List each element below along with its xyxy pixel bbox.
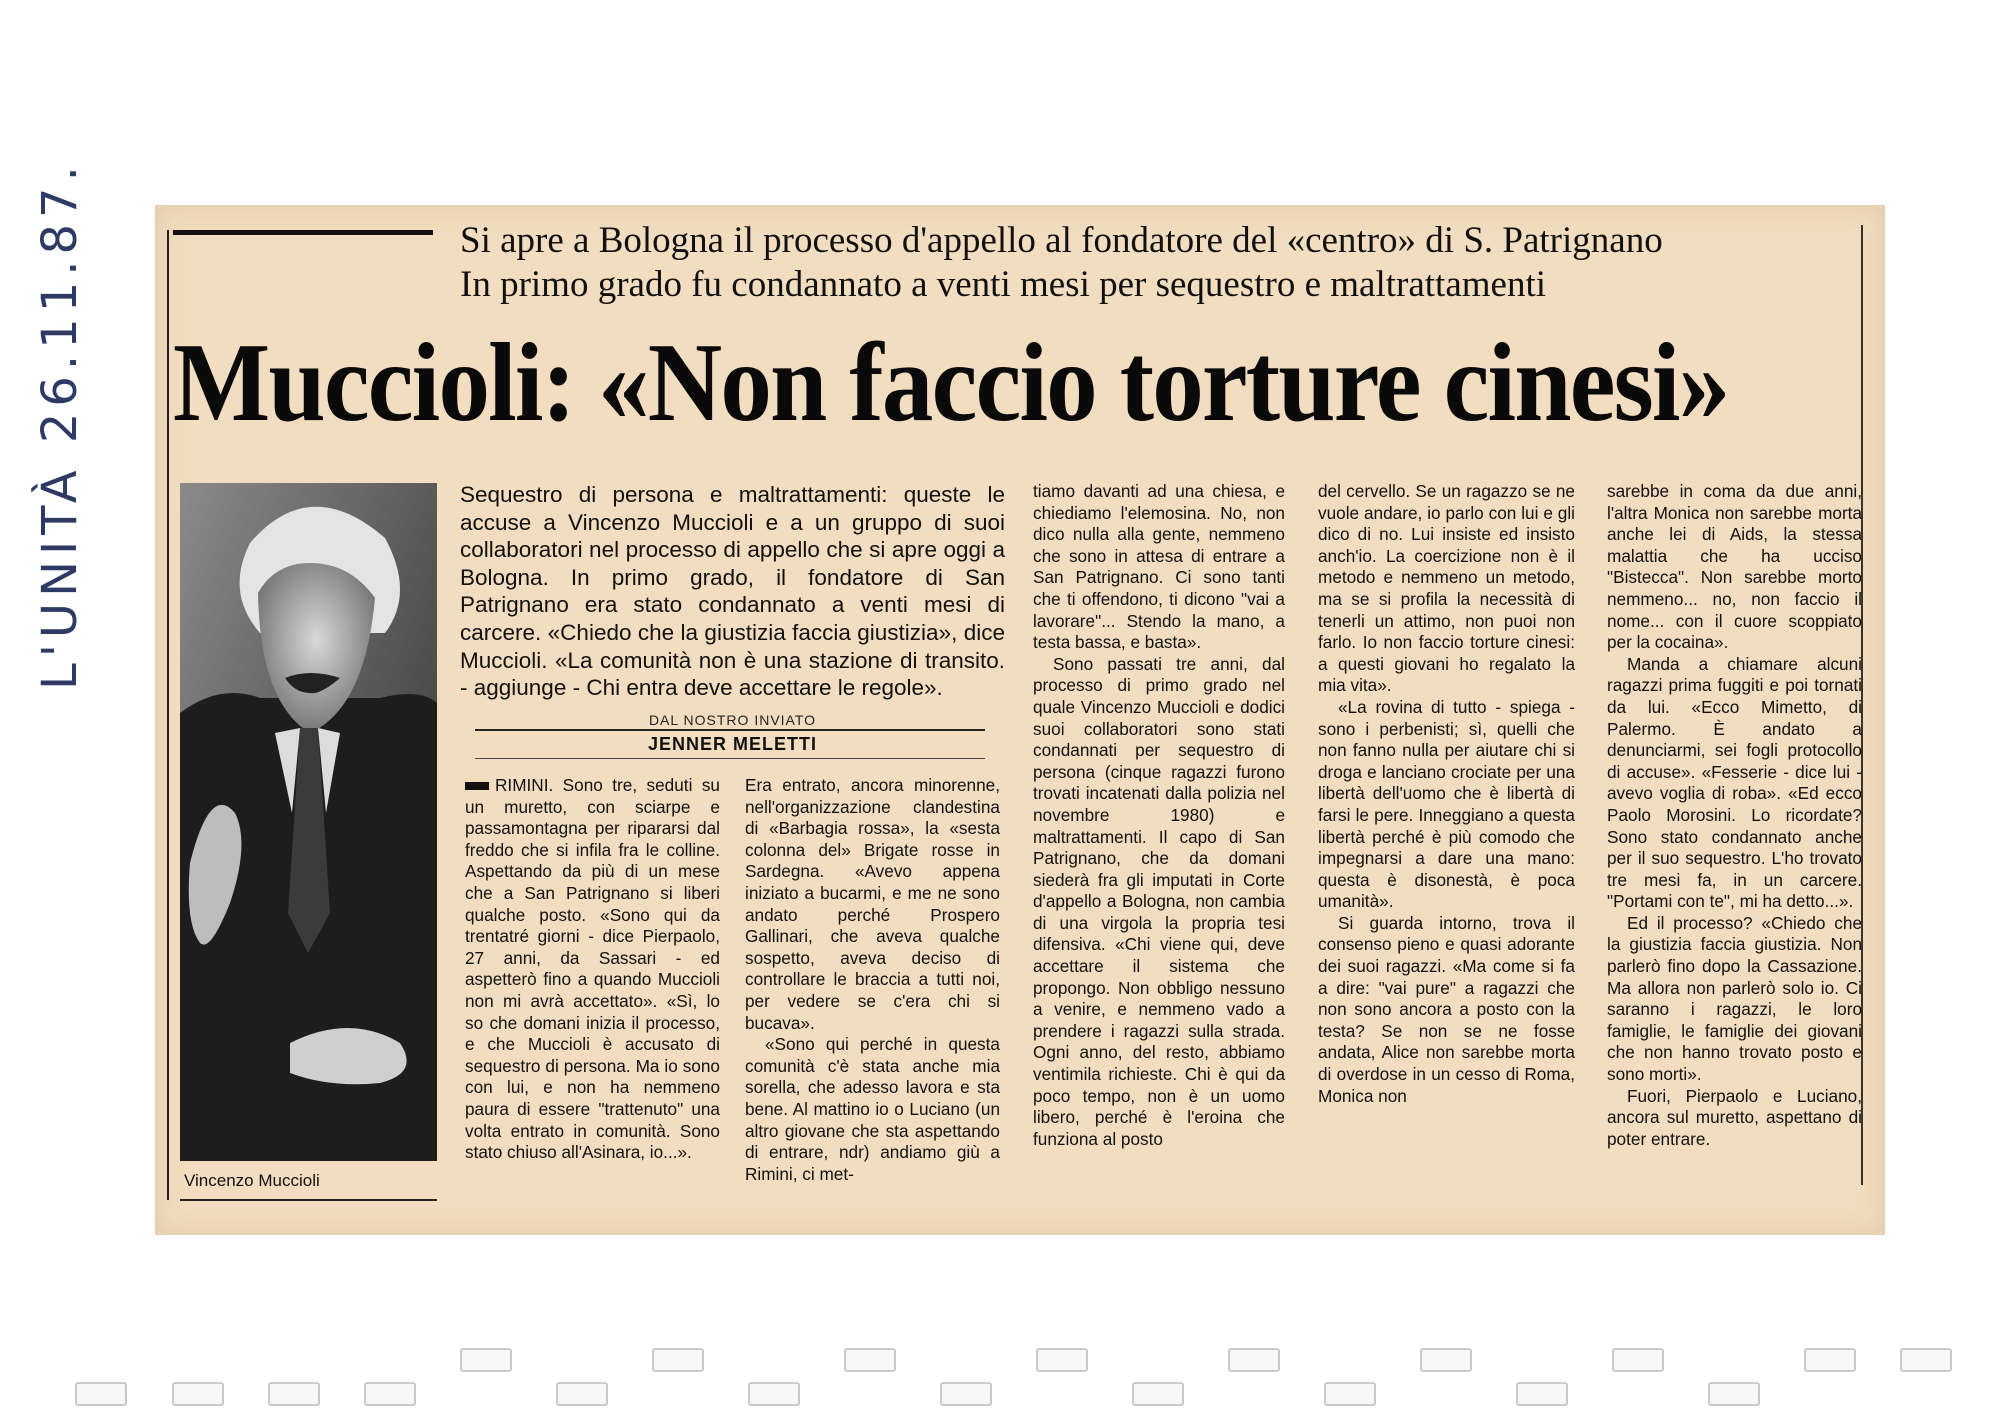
binder-tab <box>652 1348 704 1372</box>
article-column-4 <box>1318 481 1575 1107</box>
binder-tab <box>556 1382 608 1406</box>
column-1-text: RIMINI. Sono tre, seduti su un muretto, con sciarpe e passamontagna per ripararsi dal freddo che si infila fra le colline. Aspettando da più di un mese che a San Patrignano si liberi qualche posto. «Sono qui da trentatré giorni - dice Pierpaolo, 27 anni, da Sassari - ed aspetterò fino a quando Muccioli non mi avrà accettato». «Sì, lo so che domani inizia il processo, e che Muccioli è accusato di sequestro di persona. Ma io sono con lui, e non ha nemmeno paura di essere "trattenuto" una volta entrato in comunità. Sono stato chiuso all'Asinara, io...». <box>465 775 720 1163</box>
left-border-rule <box>167 230 169 1200</box>
handwritten-date-note: L'UNITÀ 26.11.87. <box>32 160 88 690</box>
binder-tab <box>172 1382 224 1406</box>
binder-tab <box>1612 1348 1664 1372</box>
binder-tab <box>268 1382 320 1406</box>
column-4-paragraph-1: del cervello. Se un ragazzo se ne vuole andare, io parlo con lui e gli dico di no. Lui insiste ed insisto anch'io. La coercizione non è il metodo e nemmeno un metodo, ma se si profila la necessità di tenerli un attimo, non puoi non farlo. Io non faccio torture cinesi: a questi giovani ho regalato la mia vita». <box>1318 481 1575 696</box>
photo-caption: Vincenzo Muccioli <box>180 1161 437 1201</box>
binder-tab <box>748 1382 800 1406</box>
column-5-paragraph-3: Ed il processo? «Chiedo che la giustizia faccia giustizia. Non parlerò fino dopo la Cassazione. Ma allora non parlerò solo io. Ci saranno i ragazzi, le loro famiglie, le famiglie dei giovani che non hanno trovato posto e sono morti». <box>1607 912 1862 1085</box>
byline-author: JENNER MELETTI <box>647 734 817 754</box>
subheadline-line-1: Si apre a Bologna il processo d'appello al fondatore del «centro» di S. Patrignano <box>460 220 1663 261</box>
article-column-1 <box>465 775 720 1164</box>
binder-tab <box>1132 1382 1184 1406</box>
column-2-paragraph-2: «Sono qui perché in questa comunità c'è stata anche mia sorella, che adesso lavora e sta bene. Al mattino io o Luciano (un altro giovane che sta aspettando di entrare, ndr) andiamo giù a Rimini, ci met- <box>745 1034 1000 1184</box>
lead-paragraph: Sequestro di persona e maltrattamenti: queste le accuse a Vincenzo Muccioli e a un gruppo di suoi collaboratori nel processo di appello che si apre oggi a Bologna. In primo grado, il fondatore di San Patrignano era stato condannato a venti mesi di carcere. «Chiedo che la giustizia faccia giustizia», dice Muccioli. «La comunità non è una stazione di transito. - aggiunge - Chi entra deve accettare le regole». <box>460 482 1005 701</box>
article-column-3 <box>1033 481 1285 1150</box>
binder-tab <box>1708 1382 1760 1406</box>
binder-tab <box>940 1382 992 1406</box>
binder-tab <box>1900 1348 1952 1372</box>
column-5-paragraph-1: sarebbe in coma da due anni, l'altra Monica non sarebbe morta anche lei di Aids, la stessa malattia che ha ucciso "Bistecca". Non sarebbe morto nemmeno... no, non faccio il nome... con il cuore scoppiato per la cocaina». <box>1607 481 1862 653</box>
binder-tab <box>1036 1348 1088 1372</box>
byline-label: DAL NOSTRO INVIATO <box>648 712 817 728</box>
dateline-square-icon <box>465 782 489 790</box>
binder-tab <box>75 1382 127 1406</box>
column-3-paragraph-1: tiamo davanti ad una chiesa, e chiediamo l'elemosina. No, non dico nulla alla gente, nemmeno che sono in attesa di entrare a San Patrignano. Ci sono tanti che ti offendono, ti dicono "vai a lavorare"... Stendo la mano, a testa bassa, e basta». <box>1033 481 1285 653</box>
binder-tab <box>460 1348 512 1372</box>
article-column-5 <box>1607 481 1862 1150</box>
binder-tab <box>1324 1382 1376 1406</box>
binder-tab <box>1804 1348 1856 1372</box>
article-column-2 <box>745 775 1000 1185</box>
binder-tab <box>1516 1382 1568 1406</box>
column-2-paragraph-1: Era entrato, ancora minorenne, nell'organizzazione clandestina di «Barbagia rossa», la «sesta colonna del» Brigate rosse in Sardegna. «Avevo appena iniziato a bucarmi, e me ne sono andato perché Prospero Gallinari, che aveva qualche sospetto, aveva deciso di controllare le braccia a tutti noi, per vedere se c'era chi si bucava». <box>745 775 1000 1033</box>
column-4-paragraph-2: «La rovina di tutto - spiega - sono i perbenisti; sì, quelli che non fanno nulla per aiutare chi si droga e lanciano crociate per una libertà dell'uomo che è libertà di farsi le pere. Inneggiano a questa libertà perché è più comodo che impegnarsi a dare una mano: questa è disonestà, è poca umanità». <box>1318 696 1575 912</box>
subheadline <box>460 219 1860 307</box>
subheadline-line-2: In primo grado fu condannato a venti mesi per sequestro e maltrattamenti <box>460 264 1547 305</box>
column-3-paragraph-2: Sono passati tre anni, dal processo di primo grado nel quale Vincenzo Muccioli e dodici suoi collaboratori sono stati condannati per sequestro di persona (cinque ragazzi furono trovati incatenati dalla polizia nel novembre 1980) e maltrattamenti. Il capo di San Patrignano, che da domani siederà fra gli imputati in Corte d'appello a Bologna, non cambia di una virgola la propria tesi difensiva. «Chi viene qui, deve accettare il sistema che propongo. Non obbligo nessuno a venire, e nemmeno vado a prendere i ragazzi sulla strada. Ogni anno, del resto, abbiamo ventimila richieste. Chi è qui da poco tempo, non è un uomo libero, perché è l'eroina che funziona al posto <box>1033 653 1285 1149</box>
binder-tab <box>1420 1348 1472 1372</box>
byline-rule <box>475 729 985 731</box>
newspaper-clipping <box>155 205 1885 1235</box>
top-rule <box>173 230 433 235</box>
headline: Muccioli: «Non faccio torture cinesi» <box>173 321 1729 445</box>
portrait-photo <box>180 483 437 1161</box>
column-5-paragraph-2: Manda a chiamare alcuni ragazzi prima fuggiti e poi tornati da lui. «Ecco Mimetto, di Palermo. È andato a denunciarmi, sei fogli protocollo di accuse». «Fesserie - dice lui - avevo voglia di roba». «Ed ecco Paolo Morosini. Lo ricordate? Sono stato condannato anche per il suo sequestro. L'ho trovato tre mesi fa, in un carcere. "Portami con te", mi ha detto...». <box>1607 653 1862 912</box>
binder-tab <box>1228 1348 1280 1372</box>
column-5-paragraph-4: Fuori, Pierpaolo e Luciano, ancora sul muretto, aspettano di poter entrare. <box>1607 1085 1862 1149</box>
column-4-paragraph-3: Si guarda intorno, trova il consenso pieno e quasi adorante dei suoi ragazzi. «Ma come si fa a dire: "vai pure" a ragazzi che non sono ancora a posto con la testa? Se non se ne fosse andata, Alice non sarebbe morta di overdose in un cesso di Roma, Monica non <box>1318 912 1575 1106</box>
column-1-paragraph-1 <box>465 775 720 1164</box>
binder-tab <box>364 1382 416 1406</box>
binder-tab <box>844 1348 896 1372</box>
byline-rule-bottom <box>475 758 985 759</box>
